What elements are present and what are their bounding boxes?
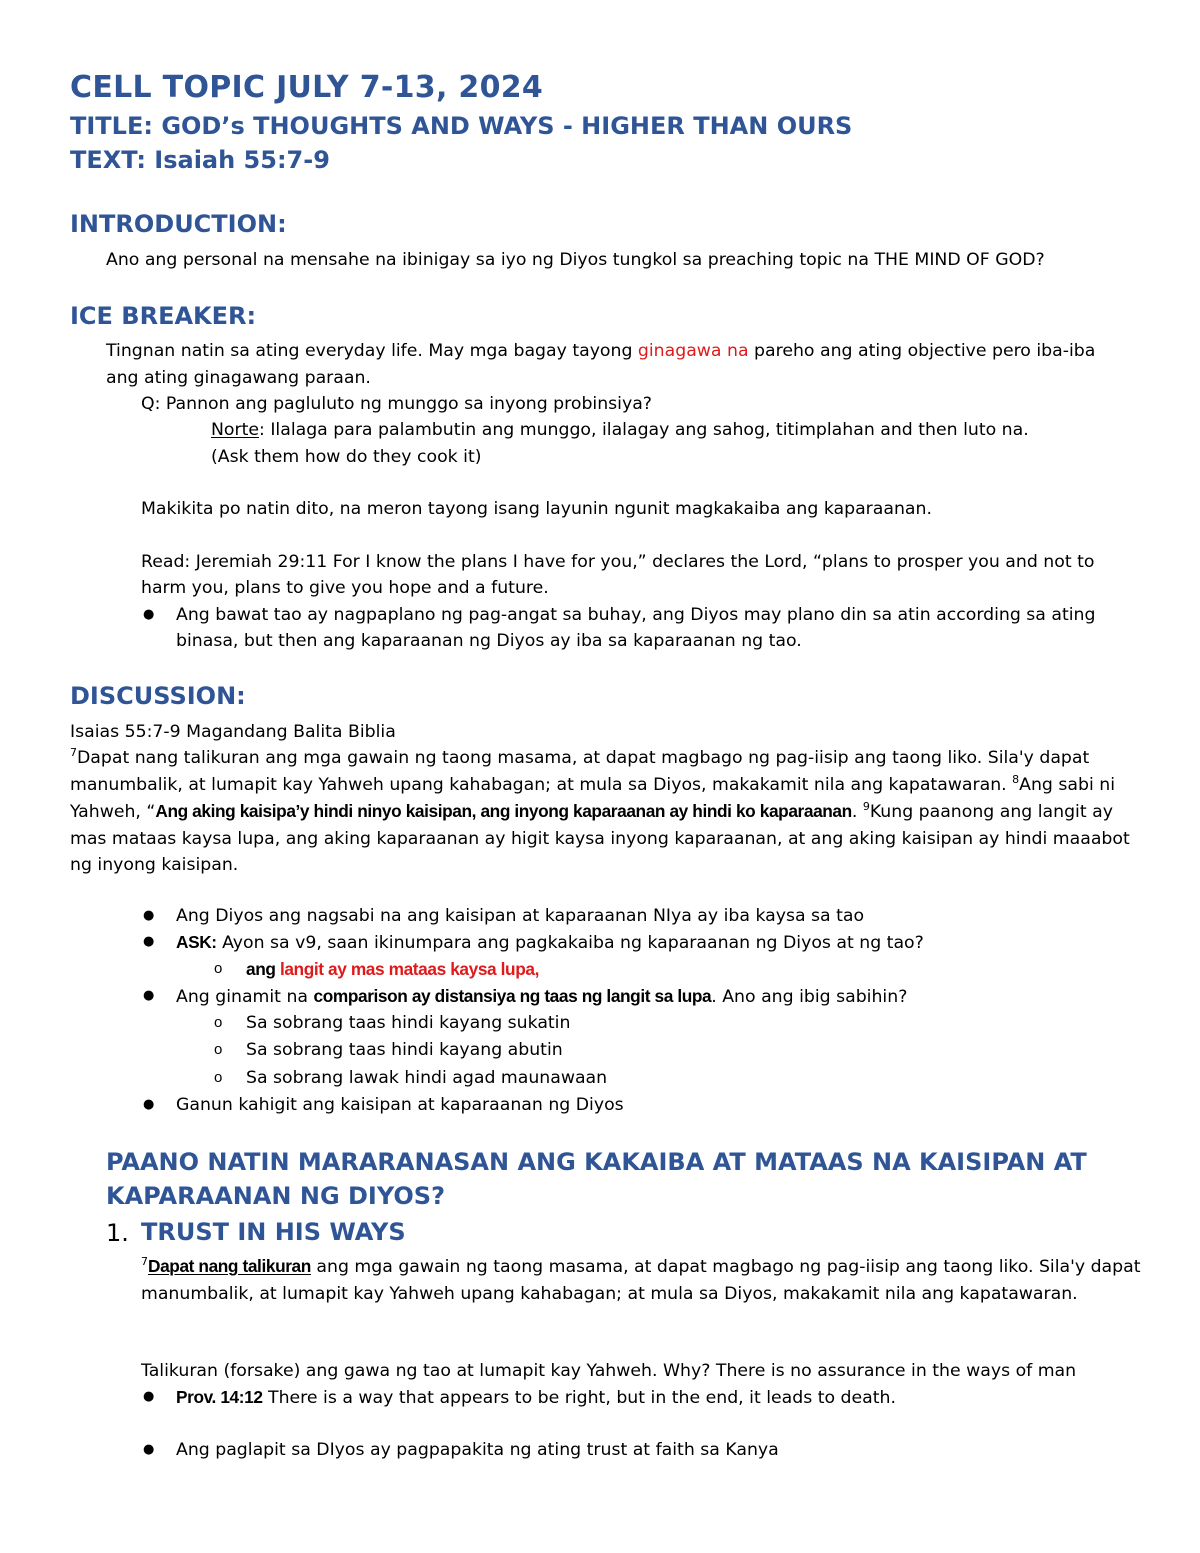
discussion-sub-bullet-4: Sa sobrang lawak hindi agad maunawaan xyxy=(246,1068,608,1088)
discussion-heading: DISCUSSION: xyxy=(70,682,246,710)
norte-text: : Ilalaga para palambutin ang munggo, ilalagay ang sahog, titimplahan and then luto na. xyxy=(259,420,1029,440)
verse-7-rest: ang mga gawain ng taong masama, at dapat magbago ng pag-iisip ang taong liko. Sila'y dapat manumbalik, at lumapit kay Yahweh upang kahabagan; at mula sa Diyos, makakamit nila ang kapatawaran. xyxy=(141,1257,1141,1304)
ice-breaker-question: Q: Pannon ang pagluluto ng munggo sa inyong probinsiya? xyxy=(141,394,652,414)
read-jeremiah-line2: harm you, plans to give you hope and a future. xyxy=(141,578,549,598)
bullet-icon: ● xyxy=(143,908,155,923)
discussion-sub-bullet-2: Sa sobrang taas hindi kayang sukatin xyxy=(246,1013,571,1033)
bullet-icon: ● xyxy=(143,988,155,1003)
ask-question: Ayon sa v9, saan ikinumpara ang pagkakaiba ng kaparaanan ng Diyos at ng tao? xyxy=(216,933,924,953)
scripture-passage xyxy=(70,745,1135,879)
trust-verse-7 xyxy=(141,1253,1141,1307)
ice-breaker-heading: ICE BREAKER: xyxy=(70,302,257,330)
introduction-question: Ano ang personal na mensahe na ibinigay sa iyo ng Diyos tungkol sa preaching topic na THE MIND OF GOD? xyxy=(106,250,1045,270)
ice-breaker-paragraph-line2: ang ating ginagawang paraan. xyxy=(106,368,371,388)
proverbs-reference: Prov. 14:12 xyxy=(176,1387,263,1407)
verse-number: 7 xyxy=(141,1255,148,1268)
sub-bullet-marker: o xyxy=(214,1041,223,1058)
ask-label: ASK: xyxy=(176,932,217,952)
verse-number: 9 xyxy=(862,800,870,813)
discussion-bullet-2 xyxy=(176,929,924,957)
bullet-icon: ● xyxy=(143,1097,155,1112)
verse-8-end: . xyxy=(851,802,863,822)
bullet-icon: ● xyxy=(143,607,155,622)
ice-breaker-bullet-line2: binasa, but then ang kaparaanan ng Diyos ay iba sa kaparaanan ng tao. xyxy=(176,631,802,651)
bullet-text-end: . Ano ang ibig sabihin? xyxy=(711,987,908,1007)
verse-number: 8 xyxy=(1012,772,1020,786)
bullet-icon: ● xyxy=(143,1442,155,1457)
comparison-emphasis: comparison ay distansiya ng taas ng langit sa lupa xyxy=(313,986,712,1006)
discussion-bullet-4: Ganun kahigit ang kaisipan at kaparaanan ng Diyos xyxy=(176,1095,624,1115)
discussion-sub-bullet-1 xyxy=(246,956,539,984)
verse-emphasis: Dapat nang talikuran xyxy=(148,1256,311,1276)
verse-7-text: Dapat nang talikuran ang mga gawain ng taong masama, at dapat magbago ng pag-iisip ang taong liko. Sila'y dapat manumbalik, at lumapit kay Yahweh upang kahabagan; at mula sa Diyos, makakamit nila ang kapatawaran. xyxy=(70,748,1090,795)
norte-answer xyxy=(211,417,1029,444)
introduction-heading: INTRODUCTION: xyxy=(70,210,287,238)
verse-9-text: Kung paanong ang langit ay mas mataas kaysa lupa, ang aking kaparaanan ay higit kaysa inyong kaparaanan, at ang aking kaisipan ay hindi maaabot ng inyong kaisipan. xyxy=(70,802,1130,875)
verse-8-emphasis: Ang aking kaisipa’y hindi ninyo kaisipan, ang inyong kaparaanan ay hindi ko kaparaanan xyxy=(155,801,852,821)
section-heading-paano: PAANO NATIN MARARANASAN ANG KAKAIBA AT MATAAS NA KAISIPAN AT KAPARAANAN NG DIYOS? xyxy=(106,1148,1087,1210)
ice-breaker-paragraph-line1 xyxy=(106,338,1095,365)
scripture-source: Isaias 55:7-9 Magandang Balita Biblia xyxy=(70,722,396,742)
sub-bullet-marker: o xyxy=(214,960,223,977)
proverbs-text: There is a way that appears to be right, but in the end, it leads to death. xyxy=(262,1388,896,1408)
scripture-text-reference: TEXT: Isaiah 55:7-9 xyxy=(70,146,330,174)
ask-instruction: (Ask them how do they cook it) xyxy=(211,447,482,467)
verse-8-text: Ang sabi ni Yahweh, “ xyxy=(70,774,1115,822)
bullet-icon: ● xyxy=(143,1389,155,1404)
highlighted-phrase: ginagawa na xyxy=(637,341,749,361)
sub-bullet-bold: ang xyxy=(246,959,280,979)
point-title: TRUST IN HIS WAYS xyxy=(141,1218,406,1246)
ice-breaker-bullet-line1: Ang bawat tao ay nagpaplano ng pag-angat sa buhay, ang Diyos may plano din sa atin according sa ating xyxy=(176,605,1096,625)
ice-breaker-text: Tingnan natin sa ating everyday life. May mga bagay tayong xyxy=(106,341,638,361)
discussion-bullet-3 xyxy=(176,983,907,1011)
norte-label: Norte xyxy=(211,420,260,440)
last-bullet: Ang paglapit sa DIyos ay pagpapakita ng ating trust at faith sa Kanya xyxy=(176,1440,779,1460)
sub-bullet-marker: o xyxy=(214,1069,223,1086)
talikuran-paragraph: Talikuran (forsake) ang gawa ng tao at lumapit kay Yahweh. Why? There is no assurance in the ways of man xyxy=(141,1361,1077,1381)
verse-number: 7 xyxy=(70,746,77,759)
point-number: 1. xyxy=(106,1219,129,1247)
bullet-icon: ● xyxy=(143,934,155,949)
bullet-text: Ang ginamit na xyxy=(176,987,314,1007)
discussion-sub-bullet-3: Sa sobrang taas hindi kayang abutin xyxy=(246,1040,563,1060)
sub-bullet-marker: o xyxy=(214,1014,223,1031)
proverbs-bullet xyxy=(176,1384,896,1412)
sub-bullet-highlight: langit ay mas mataas kaysa lupa, xyxy=(279,959,539,979)
read-jeremiah-line1: Read: Jeremiah 29:11 For I know the plans I have for you,” declares the Lord, “plans to prosper you and not to xyxy=(141,552,1095,572)
discussion-bullet-1: Ang Diyos ang nagsabi na ang kaisipan at kaparaanan NIya ay iba kaysa sa tao xyxy=(176,906,865,926)
ice-breaker-text-cont: pareho ang ating objective pero iba-iba xyxy=(748,341,1096,361)
document-subtitle: TITLE: GOD’s THOUGHTS AND WAYS - HIGHER THAN OURS xyxy=(70,112,853,140)
makikita-paragraph: Makikita po natin dito, na meron tayong isang layunin ngunit magkakaiba ang kaparaanan. xyxy=(141,499,932,519)
document-title: CELL TOPIC JULY 7-13, 2024 xyxy=(70,70,544,105)
